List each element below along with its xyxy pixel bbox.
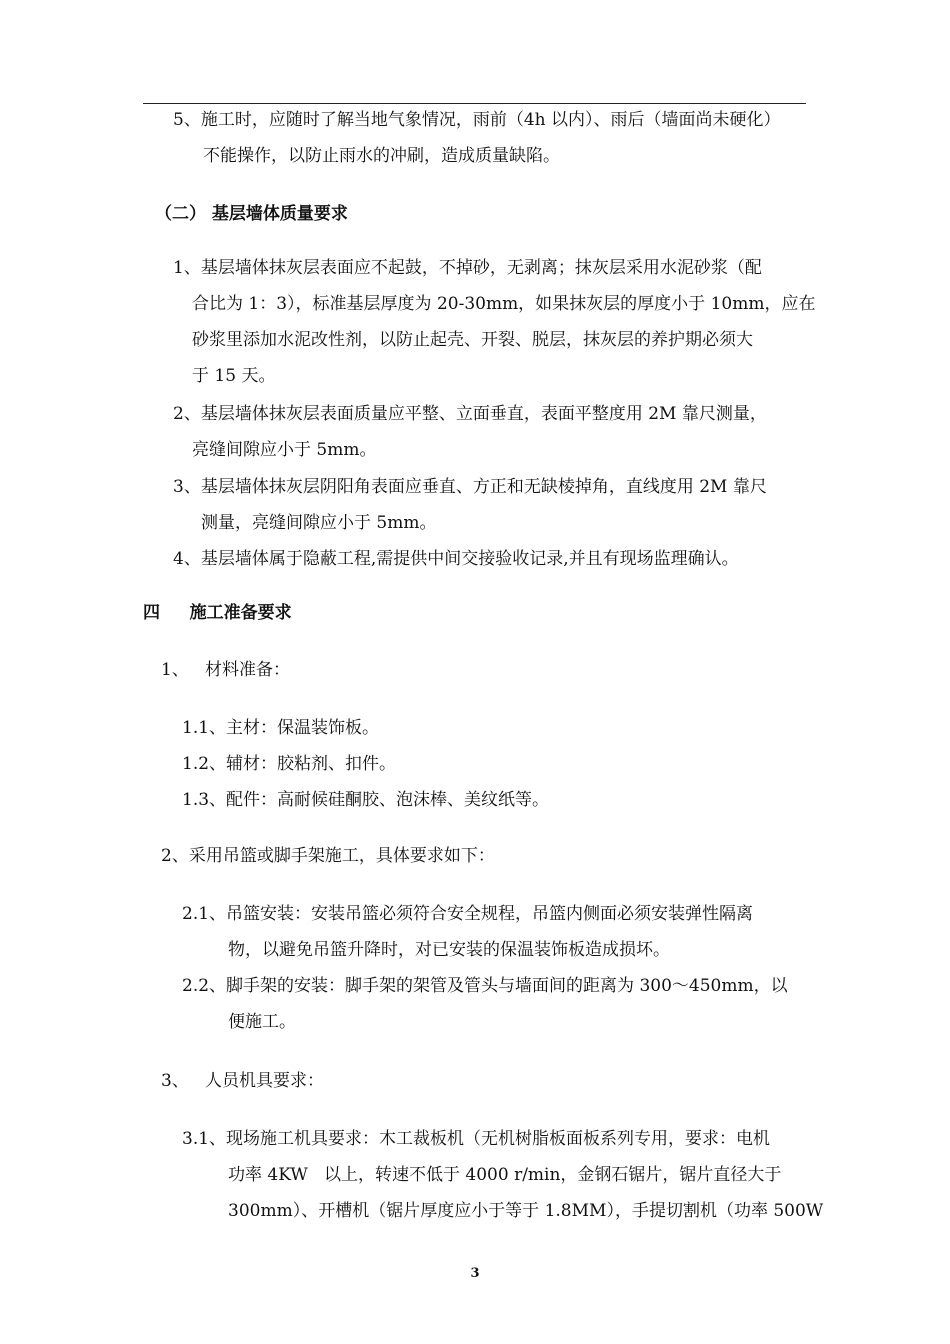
section-heading-2: （二） 基层墙体质量要求 [155,204,348,224]
text-line: 物，以避免吊篮升降时，对已安装的保温装饰板造成损坏。 [228,940,670,960]
list-item: 1.2、辅材：胶粘剂、扣件。 [182,754,397,774]
text-line: 不能操作，以防止雨水的冲刷，造成质量缺陷。 [203,146,560,166]
text-line: 2.2、脚手架的安装：脚手架的架管及管头与墙面间的距离为 300～450mm，以 [182,976,788,996]
text-line: 于 15 天。 [192,366,276,386]
paragraph-2-2 [182,968,788,1040]
text-line: 测量，亮缝间隙应小于 5mm。 [201,513,437,533]
text-line: 合比为 1：3），标准基层厚度为 20-30mm，如果抹灰层的厚度小于 10mm，应在 [192,294,816,314]
text-line: 功率 4KW 以上，转速不低于 4000 r/min，金钢石锯片，锯片直径大于 [228,1165,782,1185]
paragraph-item-5 [173,102,780,174]
text-line: 2.1、吊篮安装：安装吊篮必须符合安全规程，吊篮内侧面必须安装弹性隔离 [182,904,754,924]
page-number: 3 [470,1266,480,1281]
paragraph-item-1 [173,250,815,394]
paragraph-item-4: 4、基层墙体属于隐蔽工程,需提供中间交接验收记录,并且有现场监理确认。 [173,549,739,569]
section-heading-4: 四 施工准备要求 [143,603,292,623]
text-line: 1、基层墙体抹灰层表面应不起鼓，不掉砂，无剥离；抹灰层采用水泥砂浆（配 [173,258,762,278]
text-line: 2、基层墙体抹灰层表面质量应平整、立面垂直，表面平整度用 2M 靠尺测量， [173,404,767,424]
text-line: 5、施工时，应随时了解当地气象情况，雨前（4h 以内）、雨后（墙面尚未硬化） [173,110,781,130]
paragraph-item-3 [173,469,767,541]
subheading-gondola-scaffold: 2、采用吊篮或脚手架施工，具体要求如下： [161,846,495,866]
text-line: 便施工。 [228,1012,296,1032]
text-line: 300mm）、开槽机（锯片厚度应小于等于 1.8MM），手提切割机（功率 500W [228,1201,824,1221]
subheading-personnel-tools: 3、 人员机具要求： [161,1071,325,1091]
list-item: 1.1、主材：保温装饰板。 [182,718,380,738]
paragraph-item-2 [173,396,767,468]
text-line: 砂浆里添加水泥改性剂，以防止起壳、开裂、脱层，抹灰层的养护期必须大 [192,330,753,350]
text-line: 3.1、现场施工机具要求：木工裁板机（无机树脂板面板系列专用，要求：电机 [182,1129,771,1149]
paragraph-2-1 [182,896,753,968]
paragraph-3-1 [182,1121,823,1229]
subheading-materials: 1、 材料准备： [161,660,291,680]
text-line: 3、基层墙体抹灰层阴阳角表面应垂直、方正和无缺棱掉角，直线度用 2M 靠尺 [173,477,767,497]
text-line: 亮缝间隙应小于 5mm。 [192,440,377,460]
list-item: 1.3、配件：高耐候硅酮胶、泡沫棒、美纹纸等。 [182,790,550,810]
